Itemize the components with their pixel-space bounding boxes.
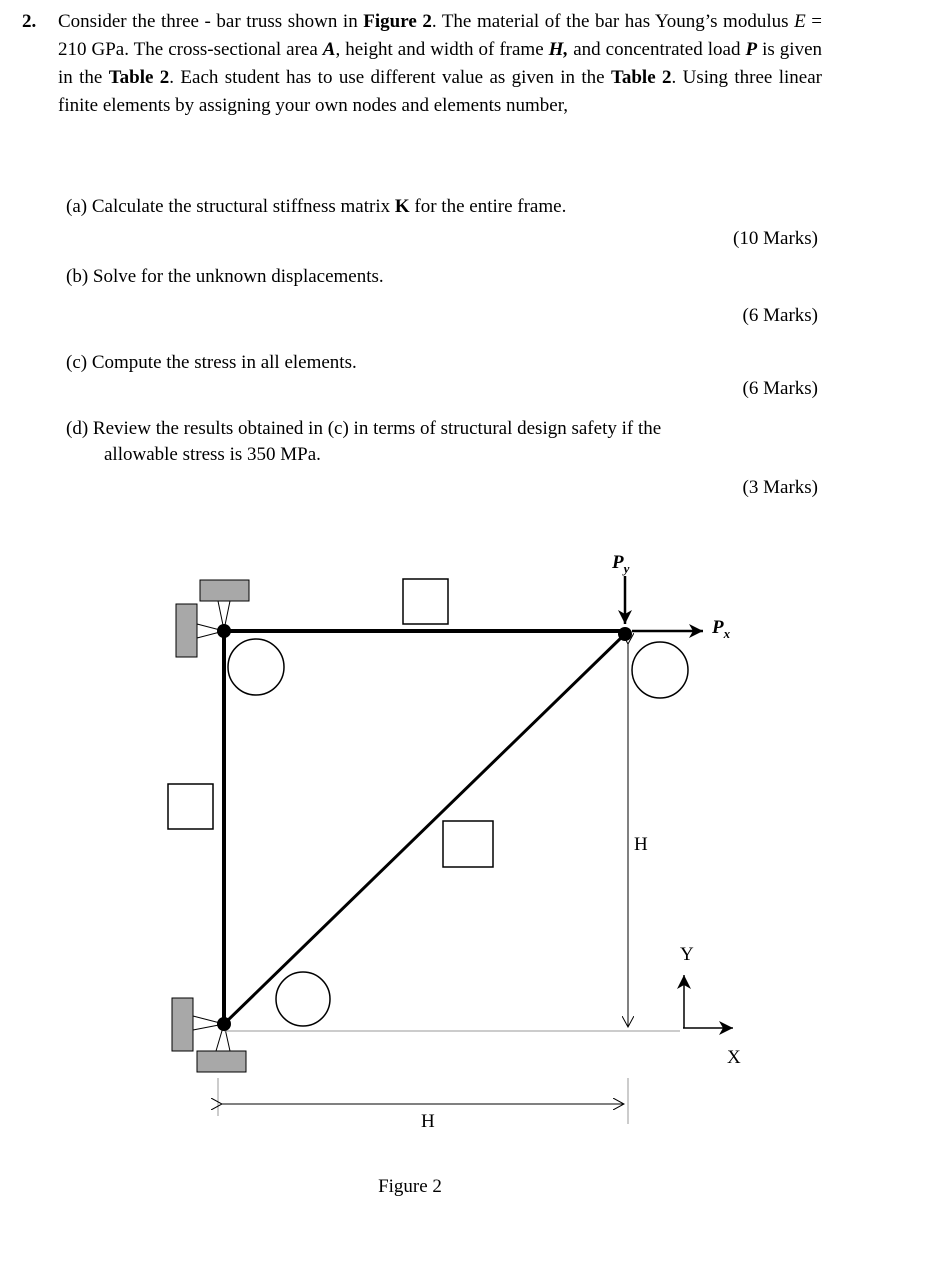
element-number-box	[443, 821, 493, 867]
element-number-box	[403, 579, 448, 624]
part-c: (c) Compute the stress in all elements.	[66, 352, 357, 373]
part-d-marks: (3 Marks)	[742, 477, 818, 498]
table-reference: Table 2	[610, 67, 672, 88]
support-top-vertical	[176, 604, 197, 657]
question-text: Consider the three - bar truss shown in Figure 2. The material of the bar has Young’s modulus E = 210 GPa. The cross-sectional area A, height and width of frame H, and concentrated load P is given in the Table 2. Each student has to use different value as given in the Table 2. Using three linear finite elements by assigning your own nodes and elements number,	[58, 11, 822, 116]
bar-diagonal	[224, 634, 625, 1024]
height-label: H	[634, 834, 648, 855]
part-a: (a) Calculate the structural stiffness matrix K for the entire frame.	[66, 196, 567, 217]
support-bottom-horizontal	[197, 1051, 246, 1072]
H-symbol: H,	[548, 39, 569, 60]
part-a-marks: (10 Marks)	[733, 228, 818, 249]
part-d: (d) Review the results obtained in (c) in terms of structural design safety if the allowable stress is 350 MPa.	[66, 418, 662, 465]
y-axis-label: Y	[680, 944, 694, 965]
stiffness-symbol: K	[394, 196, 410, 217]
node-top-left	[217, 624, 231, 638]
node-number-circle	[632, 642, 688, 698]
node-top-right	[618, 627, 632, 641]
part-b-marks: (6 Marks)	[742, 305, 818, 326]
node-number-circle	[228, 639, 284, 695]
A-symbol: A	[322, 39, 336, 60]
support-bottom-vertical	[172, 998, 193, 1051]
support-top-horizontal	[200, 580, 249, 601]
E-symbol: E	[794, 11, 806, 32]
node-number-circle	[276, 972, 330, 1026]
P-symbol: P	[745, 39, 758, 60]
figure-reference: Figure 2	[363, 11, 432, 32]
part-b: (b) Solve for the unknown displacements.	[66, 266, 384, 287]
width-label: H	[421, 1111, 435, 1132]
x-axis-label: X	[727, 1047, 741, 1068]
table-reference: Table 2	[108, 67, 170, 88]
node-bottom-left	[217, 1017, 231, 1031]
question-number: 2.	[22, 11, 37, 32]
load-label-py: $P_y$	[612, 552, 630, 576]
part-c-marks: (6 Marks)	[742, 378, 818, 399]
figure-caption: Figure 2	[378, 1176, 442, 1197]
element-number-box	[168, 784, 213, 829]
load-label-px: $P_x$	[712, 617, 731, 641]
